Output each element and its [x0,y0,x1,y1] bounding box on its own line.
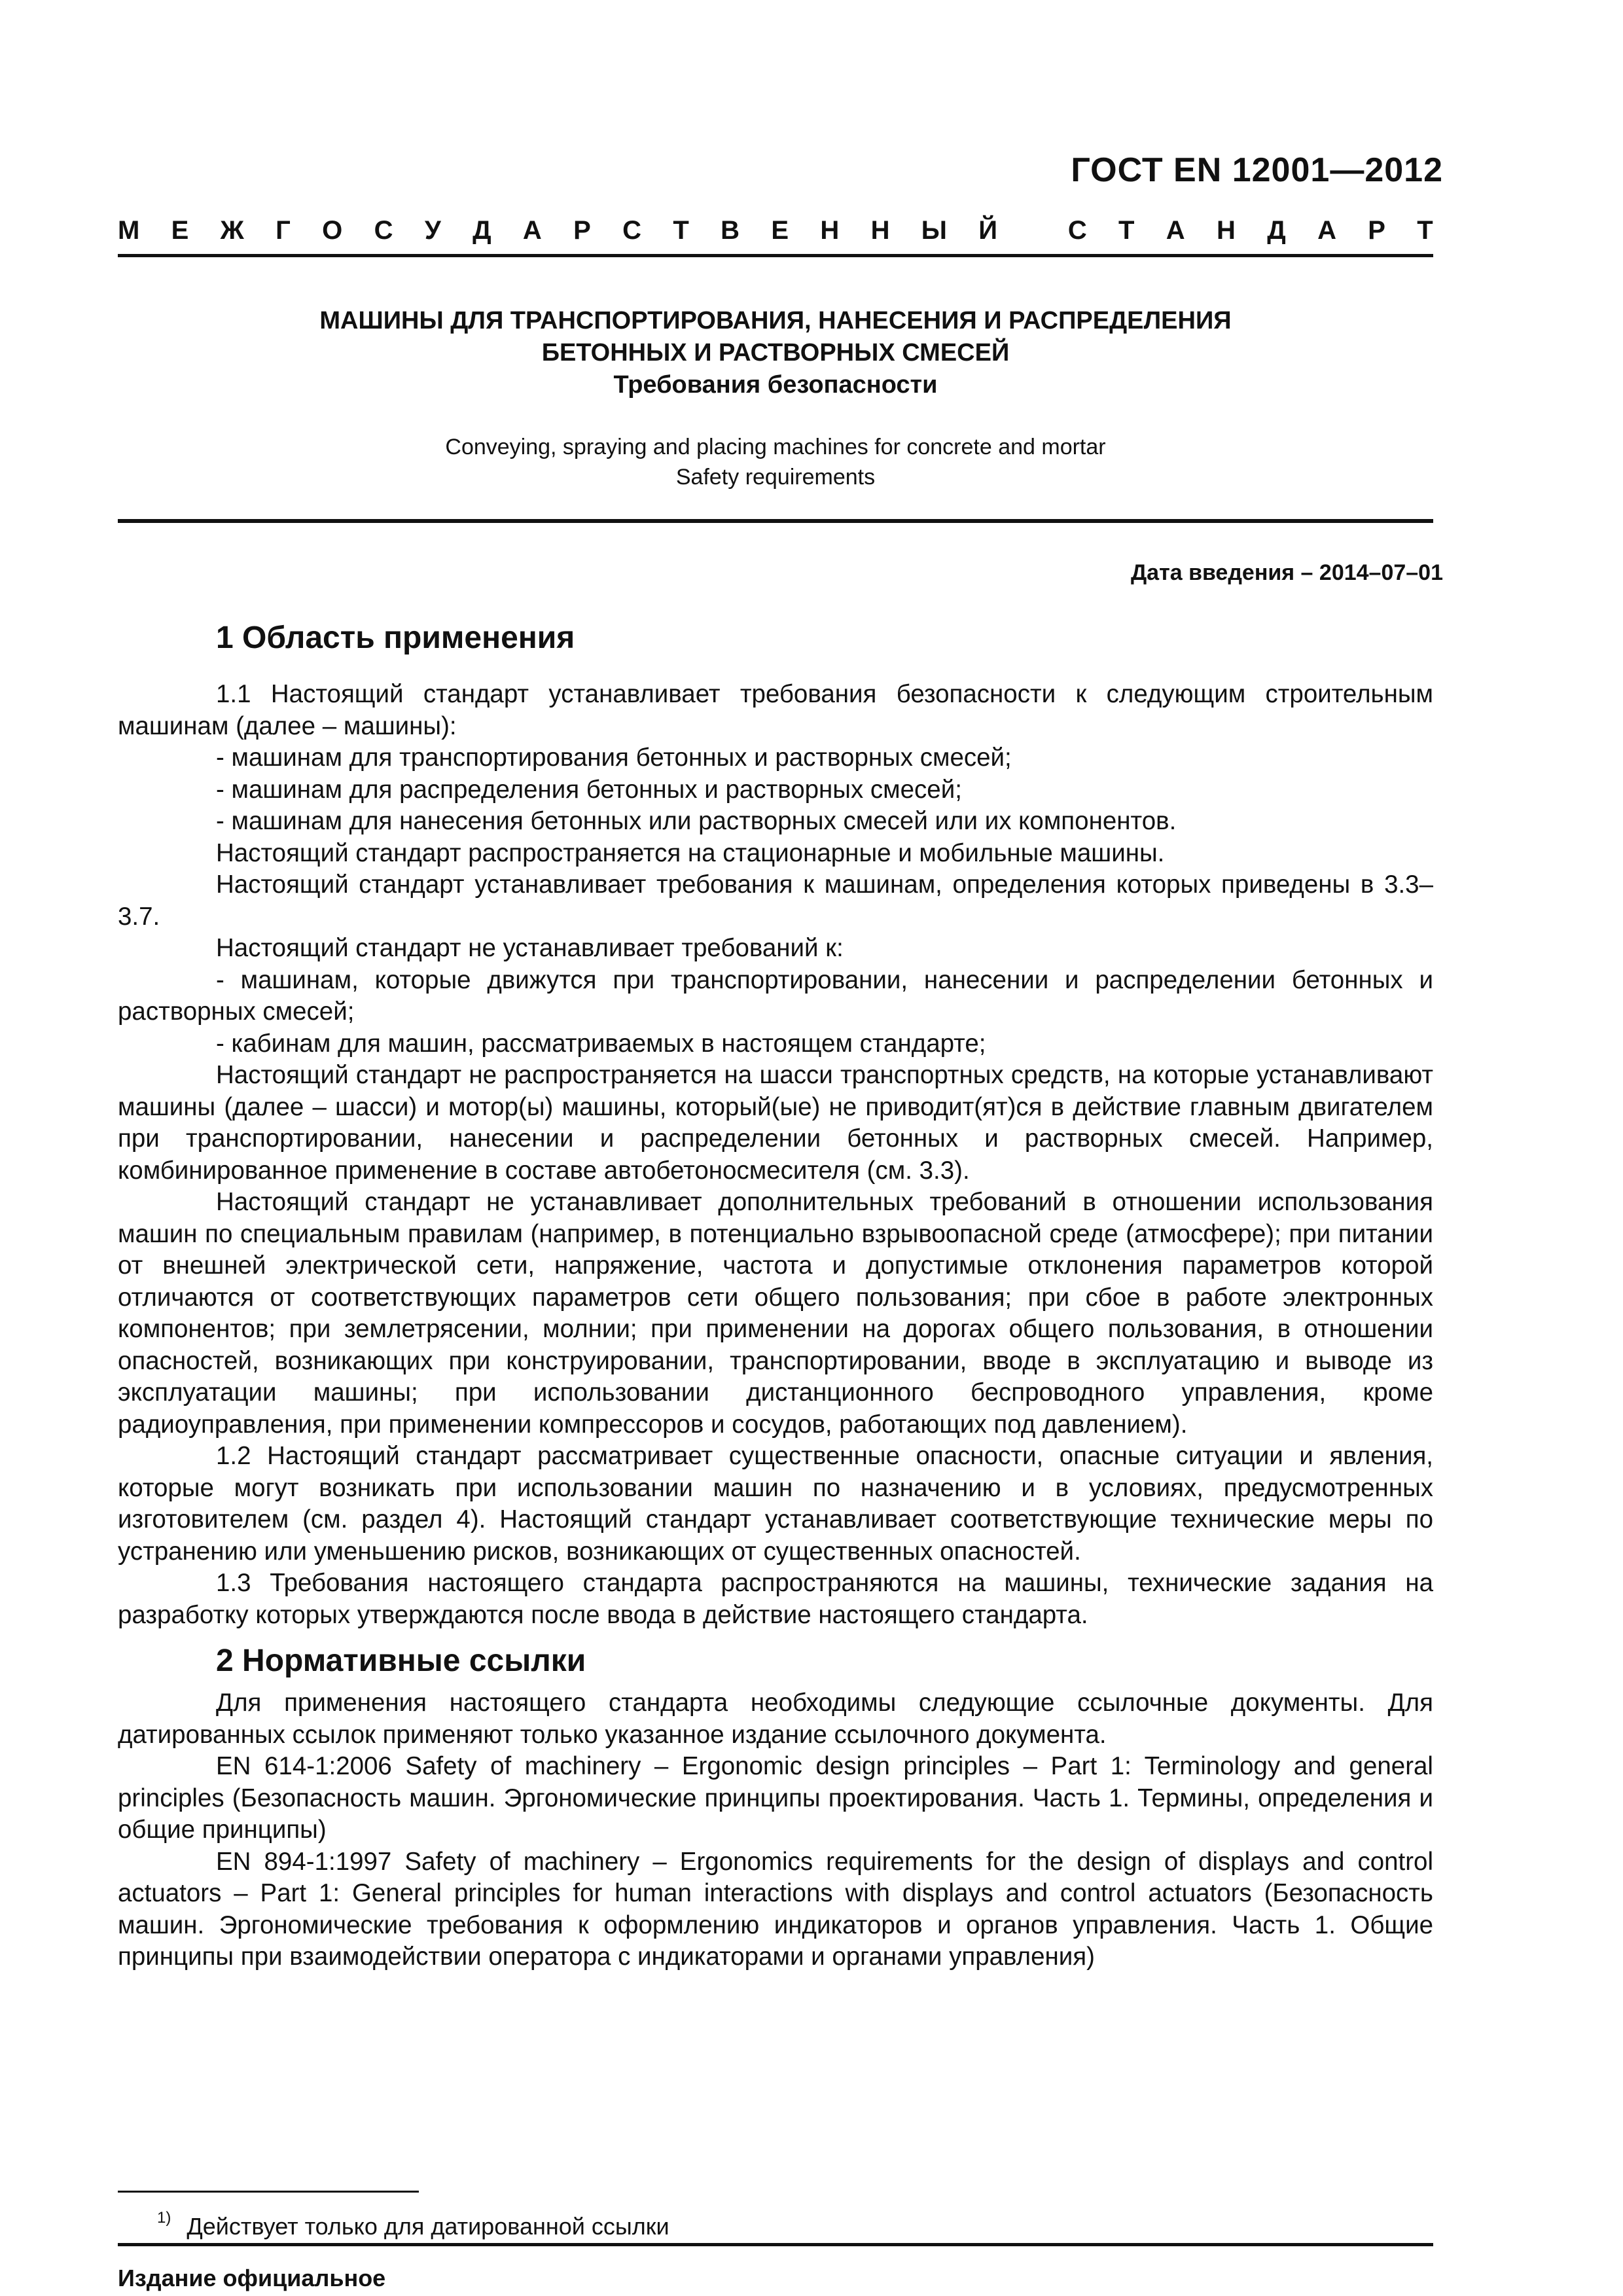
interstate-letter: Т [673,216,689,245]
interstate-letter: С [374,216,393,245]
title-ru-line-2: БЕТОННЫХ И РАСТВОРНЫХ СМЕСЕЙ [541,339,1010,367]
paragraph: 1.2 Настоящий стандарт рассматривает существенные опасности, опасные ситуации и явления, которые могут возникать при использовании машин по назначению и в условиях, предусмотренных изготовителем (см. раздел 4). Настоящий стандарт устанавливает соответствующие технические меры по устранению или уменьшению рисков, возникающих от существенных опасностей. [118,1442,1433,1566]
interstate-letter: Н [820,216,840,245]
interstate-letter: Ы [921,216,947,245]
interstate-letter: Д [1267,216,1286,245]
section-1-heading: 1 Область применения [216,620,575,655]
interstate-letter: Т [1118,216,1135,245]
paragraph: 1.3 Требования настоящего стандарта распространяются на машины, технические задания на разработку которых утверждаются после ввода в действие настоящего стандарта. [118,1569,1433,1629]
paragraph: Настоящий стандарт не устанавливает дополнительных требований в отношении использования машин по специальным правилам (например, в потенциально взрывоопасной среде (атмосфере); при питании от внешней электрической сети, напряжение, частота и допустимые отклонения параметров которой отличаются от соответствующих параметров сети общего пользования; при сбое в работе электронных компонентов; при землетрясении, молнии; при применении на дорогах общего пользования, в отношении опасностей, возникающих при конструировании, транспортировании, вводе в эксплуатацию и выводе из эксплуатации машины; при использовании дистанционного беспроводного управления, кроме радиоуправления, при применении компрессоров и сосудов, работающих под давлением). [118,1188,1433,1439]
interstate-letter: У [424,216,441,245]
interstate-letter: Й [978,216,998,245]
interstate-letter: О [322,216,343,245]
interstate-letter: Т [1417,216,1433,245]
paragraph: Для применения настоящего стандарта необходимы следующие ссылочные документы. Для датированных ссылок применяют только указанное издание ссылочного документа. [118,1689,1433,1749]
footnote-mark: 1) [157,2209,171,2227]
paragraph: Настоящий стандарт распространяется на стационарные и мобильные машины. [216,838,1165,867]
date-of-introduction: Дата введения – 2014–07–01 [1130,560,1443,585]
interstate-letter: М [118,216,140,245]
title-ru-line-1: МАШИНЫ ДЛЯ ТРАНСПОРТИРОВАНИЯ, НАНЕСЕНИЯ И РАСПРЕДЕЛЕНИЯ [319,307,1232,334]
footnote [157,2202,669,2242]
paragraph: - машинам для распределения бетонных и растворных смесей; [216,775,962,804]
paragraph: Настоящий стандарт не распространяется на шасси транспортных средств, на которые устанавливают машины (далее – шасси) и мотор(ы) машины, который(ые) не приводит(ят)ся в действие главным двигателем при транспортировании, нанесении и распределении бетонных и растворных смесей. Например, комбинированное применение в составе автобетоносмесителя (см. 3.3). [118,1061,1433,1185]
official-edition-label: Издание официальное [118,2265,386,2291]
gost-number: ГОСТ EN 12001—2012 [1071,151,1443,189]
interstate-letter: С [622,216,642,245]
title-ru-subtitle: Требования безопасности [613,371,938,399]
footer-rule [118,2243,1433,2246]
header-rule [118,254,1433,257]
paragraph: - кабинам для машин, рассматриваемых в настоящем стандарте; [216,1029,986,1058]
interstate-letter: Н [870,216,890,245]
paragraph: 1.1 Настоящий стандарт устанавливает требования безопасности к следующим строительным машинам (далее – машины): [118,680,1433,740]
paragraph: Настоящий стандарт устанавливает требования к машинам, определения которых приведены в 3.3–3.7. [118,870,1433,931]
paragraph: Настоящий стандарт не устанавливает требований к: [216,934,844,962]
interstate-letter: А [1317,216,1336,245]
title-en-line-1: Conveying, spraying and placing machines for concrete and mortar [445,435,1106,459]
interstate-letter [1029,216,1036,245]
interstate-letter: Ж [220,216,244,245]
interstate-letter: Е [171,216,189,245]
interstate-letter: Р [573,216,591,245]
interstate-letter: В [721,216,740,245]
title-rule [118,519,1433,523]
title-block [118,305,1433,401]
footnote-text: Действует только для датированной ссылки [187,2213,669,2240]
section-2-heading: 2 Нормативные ссылки [216,1643,586,1678]
interstate-letter: С [1067,216,1087,245]
title-en-block [118,432,1433,492]
footnote-rule [118,2191,419,2193]
interstate-standard-label [118,216,1433,245]
reference-en-894-1: EN 894-1:1997 Safety of machinery – Ergonomics requirements for the design of displays and control actuators – Part 1: General principles for human interactions with displays and control actuators (Безопасность машин. Эргономические требования к оформлению индикаторов и органов управления. Часть 1. Общие принципы при взаимодействии оператора с индикаторами и органами управления) [118,1847,1433,1971]
paragraph: - машинам для нанесения бетонных или растворных смесей или их компонентов. [216,807,1177,835]
paragraph: - машинам для транспортирования бетонных и растворных смесей; [216,744,1012,772]
paragraph: - машинам, которые движутся при транспортировании, нанесении и распределении бетонных и растворных смесей; [118,965,1433,1026]
interstate-letter: Е [771,216,789,245]
interstate-letter: Р [1368,216,1385,245]
interstate-letter: А [1166,216,1185,245]
interstate-letter: Г [276,216,291,245]
interstate-letter: Д [473,216,491,245]
reference-en-614-1: EN 614-1:2006 Safety of machinery – Ergonomic design principles – Part 1: Terminology and general principles (Безопасность машин. Эргономические принципы проектирования. Часть 1. Термины, определения и общие принципы) [118,1752,1433,1844]
title-en-line-2: Safety requirements [675,465,876,490]
body-text [118,612,1433,1973]
interstate-letter: А [522,216,542,245]
interstate-letter: Н [1217,216,1236,245]
